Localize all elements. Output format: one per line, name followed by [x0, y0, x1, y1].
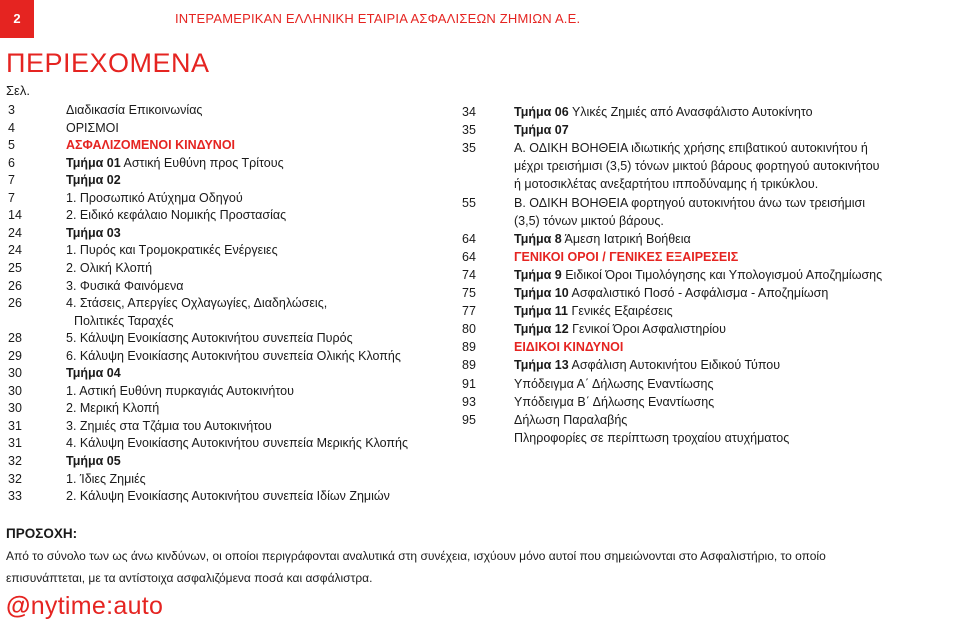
toc-entry-title — [66, 454, 121, 468]
toc-page-number: 93 — [462, 394, 476, 409]
toc-page-number: 7 — [8, 190, 15, 205]
toc-page-number: 26 — [8, 296, 22, 311]
toc-page-number: 29 — [8, 348, 22, 363]
company-header: ΙΝΤΕΡΑΜΕΡΙΚΑΝ ΕΛΛΗΝΙΚΗ ΕΤΑΙΡΙΑ ΑΣΦΑΛΙΣΕΩΝ ΖΗΜΙΩΝ Α.Ε. — [175, 11, 581, 26]
toc-entry-text: Ασφαλιστικό Ποσό - Ασφάλισμα - Αποζημίωση — [568, 286, 829, 300]
toc-entry-text: Διαδικασία Επικοινωνίας — [66, 103, 203, 117]
toc-entry-title — [514, 196, 865, 210]
toc-entry-text: 3. Φυσικά Φαινόμενα — [66, 278, 184, 293]
toc-page-number: 25 — [8, 260, 22, 275]
toc-entry-title — [514, 268, 882, 282]
toc-entry-text: Αστική Ευθύνη προς Τρίτους — [120, 155, 284, 170]
toc-page-number: 28 — [8, 331, 22, 346]
toc-page-number: 35 — [462, 141, 476, 156]
toc-page-number: 6 — [8, 155, 15, 170]
toc-entry-title — [66, 489, 390, 503]
toc-entry-title — [66, 121, 119, 135]
toc-page-number: 30 — [8, 401, 22, 416]
toc-page-number: 75 — [462, 286, 476, 300]
notice-heading: ΠΡΟΣΟΧΗ: — [6, 526, 78, 541]
toc-entry-title — [66, 401, 159, 415]
toc-page-number: 35 — [462, 123, 476, 138]
toc-page-number: 26 — [8, 278, 22, 293]
toc-entry-text: ΕΙΔΙΚΟΙ ΚΙΝΔΥΝΟΙ — [514, 340, 624, 355]
toc-section-label: Τμήμα 9 — [514, 267, 562, 282]
toc-entry-text: Ειδικοί Όροι Τιμολόγησης και Υπολογισμού Αποζημίωσης — [561, 267, 883, 282]
notice-line-2: επισυνάπτεται, με τα αντίστοιχα ασφαλιζόμενα ποσά και ασφάλιστρα. — [6, 571, 373, 585]
toc-section-label: Τμήμα 05 — [66, 454, 121, 468]
toc-page-number: 3 — [8, 103, 15, 117]
toc-entry-title — [66, 191, 243, 205]
toc-page-number: 30 — [8, 383, 22, 398]
toc-entry-title — [66, 103, 202, 117]
toc-entry-title — [66, 279, 183, 293]
toc-entry-title — [514, 431, 789, 445]
toc-entry-title — [514, 214, 664, 228]
toc-entry-text: Υπόδειγμα Α΄ Δήλωσης Εναντίωσης — [514, 376, 714, 391]
page-column-label: Σελ. — [6, 83, 30, 98]
toc-section-label: Τμήμα 13 — [514, 358, 569, 373]
toc-page-number: 32 — [8, 471, 22, 486]
toc-page-number: 64 — [462, 249, 476, 264]
toc-entry-text: Πληροφορίες σε περίπτωση τροχαίου ατυχήματος — [514, 430, 790, 445]
toc-entry-text: 3. Ζημιές στα Τζάμια του Αυτοκινήτου — [66, 418, 272, 433]
toc-page-number: 33 — [8, 489, 22, 504]
toc-entry-title — [514, 413, 627, 427]
toc-entry-text: Α. ΟΔΙΚΗ ΒΟΗΘΕΙΑ ιδιωτικής χρήσης επιβατικού αυτοκινήτου ή — [514, 141, 868, 156]
toc-entry-title — [514, 358, 780, 372]
toc-entry-title — [514, 177, 818, 191]
page-title: ΠΕΡΙΕΧΟΜΕΝΑ — [6, 48, 210, 78]
toc-section-label: Τμήμα 06 — [514, 105, 569, 119]
toc-entry-text: 5. Κάλυψη Ενοικίασης Αυτοκινήτου συνεπεία Πυρός — [66, 331, 353, 346]
toc-page-number: 24 — [8, 225, 22, 240]
toc-entry-text: ΓΕΝΙΚΟΙ ΟΡΟΙ / ΓΕΝΙΚΕΣ ΕΞΑΙΡΕΣΕΙΣ — [514, 249, 739, 264]
toc-entry-text: 4. Κάλυψη Ενοικίασης Αυτοκινήτου συνεπεία Μερικής Κλοπής — [66, 436, 409, 451]
toc-entry-title — [66, 296, 327, 310]
toc-entry-title — [66, 436, 408, 450]
toc-page-number: 89 — [462, 358, 476, 373]
toc-page-number: 34 — [462, 105, 476, 119]
toc-entry-text: Δήλωση Παραλαβής — [514, 412, 628, 427]
toc-entry-text: Άμεση Ιατρική Βοήθεια — [561, 231, 691, 246]
toc-entry-text: 2. Μερική Κλοπή — [66, 401, 160, 416]
toc-entry-title — [66, 419, 272, 433]
toc-section-label: Τμήμα 10 — [514, 286, 569, 300]
toc-page-number: 32 — [8, 454, 22, 468]
toc-section-label: Τμήμα 04 — [66, 366, 121, 381]
toc-page-number: 64 — [462, 231, 476, 246]
toc-entry-title — [66, 173, 121, 187]
toc-entry-text: 1. Προσωπικό Ατύχημα Οδηγού — [66, 190, 243, 205]
toc-section-label: Τμήμα 02 — [66, 173, 121, 188]
toc-entry-title — [66, 331, 353, 345]
toc-entry-title — [66, 138, 235, 152]
toc-entry-text: ΑΣΦΑΛΙΖΟΜΕΝΟΙ ΚΙΝΔΥΝΟΙ — [66, 138, 236, 153]
toc-section-label: Τμήμα 8 — [514, 231, 562, 246]
toc-entry-title — [66, 243, 278, 257]
toc-entry-title — [514, 105, 813, 119]
toc-entry-text: 1. Ίδιες Ζημιές — [66, 471, 146, 486]
toc-entry-text: ΟΡΙΣΜΟΙ — [66, 120, 119, 135]
notice-line-1: Από το σύνολο των ως άνω κινδύνων, οι οποίοι περιγράφονται αναλυτικά στη συνέχεια, ισχύουν μόνο αυτοί που σημειώνονται στο Ασφαλιστήριο, το οποίο — [6, 549, 826, 563]
toc-section-label: Τμήμα 07 — [514, 123, 569, 138]
toc-section-label: Τμήμα 12 — [514, 322, 569, 337]
toc-entry-title — [514, 340, 623, 354]
toc-entry-text: μέχρι τρεισήμισι (3,5) τόνων μικτού βάρους φορτηγού αυτοκινήτου — [514, 159, 880, 174]
toc-section-label: Τμήμα 03 — [66, 225, 121, 240]
toc-entry-text: Γενικές Εξαιρέσεις — [568, 304, 673, 319]
toc-entry-title — [66, 366, 121, 380]
toc-entry-title — [66, 472, 146, 486]
toc-entry-title — [66, 156, 284, 170]
toc-entry-title — [66, 384, 294, 398]
toc-entry-title — [514, 286, 828, 300]
toc-entry-title — [514, 159, 880, 173]
toc-entry-title — [66, 349, 401, 363]
toc-entry-title — [74, 314, 174, 328]
toc-page-number: 7 — [8, 173, 15, 188]
toc-page-number: 30 — [8, 366, 22, 381]
notice-text — [6, 545, 946, 589]
toc-page-number: 24 — [8, 243, 22, 258]
toc-page-number: 91 — [462, 376, 476, 391]
toc-entry-text: Ασφάλιση Αυτοκινήτου Ειδικού Τύπου — [568, 358, 781, 373]
toc-entry-text: Υλικές Ζημιές από Ανασφάλιστο Αυτοκίνητο — [568, 105, 813, 119]
toc-entry-title — [514, 232, 691, 246]
toc-entry-title — [514, 304, 673, 318]
anytime-auto-logo: @nytime:auto — [6, 592, 164, 620]
toc-entry-text: ή μοτοσικλέτας ανεξαρτήτου ιπποδύναμης ή τρικύκλου. — [514, 177, 819, 192]
toc-entry-title — [66, 261, 152, 275]
toc-entry-text: 2. Κάλυψη Ενοικίασης Αυτοκινήτου συνεπεία Ιδίων Ζημιών — [66, 489, 390, 504]
toc-entry-text: Υπόδειγμα Β΄ Δήλωσης Εναντίωσης — [514, 394, 715, 409]
toc-page-number: 14 — [8, 208, 22, 223]
toc-page-number: 5 — [8, 138, 15, 153]
toc-entry-text: Πολιτικές Ταραχές — [74, 313, 174, 328]
toc-section-label: Τμήμα 11 — [514, 304, 569, 319]
toc-page-number: 31 — [8, 418, 22, 433]
toc-entry-title — [514, 322, 726, 336]
toc-page-number: 80 — [462, 322, 476, 337]
toc-entry-text: 1. Πυρός και Τρομοκρατικές Ενέργειες — [66, 243, 278, 258]
toc-page-number: 89 — [462, 340, 476, 355]
toc-entry-title — [514, 377, 713, 391]
toc-entry-title — [514, 395, 714, 409]
toc-entry-text: 2. Ολική Κλοπή — [66, 260, 153, 275]
toc-entry-text: Β. ΟΔΙΚΗ ΒΟΗΘΕΙΑ φορτηγού αυτοκινήτου άνω των τρεισήμισι — [514, 195, 866, 210]
toc-entry-text: Γενικοί Όροι Ασφαλιστηρίου — [568, 322, 726, 337]
toc-entry-text: 6. Κάλυψη Ενοικίασης Αυτοκινήτου συνεπεία Ολικής Κλοπής — [66, 348, 401, 363]
toc-page-number: 31 — [8, 436, 22, 451]
toc-page-number: 4 — [8, 120, 15, 135]
toc-entry-title — [514, 123, 569, 137]
toc-page-number: 74 — [462, 267, 476, 282]
toc-entry-title — [514, 141, 868, 155]
toc-entry-text: 1. Αστική Ευθύνη πυρκαγιάς Αυτοκινήτου — [66, 383, 294, 398]
toc-page-number: 95 — [462, 412, 476, 427]
page-number-badge: 2 — [0, 0, 34, 38]
toc-page-number: 77 — [462, 304, 476, 319]
toc-section-label: Τμήμα 01 — [66, 155, 121, 170]
toc-entry-title — [66, 208, 286, 222]
toc-entry-title — [514, 250, 738, 264]
toc-page-number: 55 — [462, 195, 476, 210]
toc-entry-text: 4. Στάσεις, Απεργίες Οχλαγωγίες, Διαδηλώσεις, — [66, 296, 328, 311]
toc-entry-title — [66, 226, 121, 240]
toc-entry-text: 2. Ειδικό κεφάλαιο Νομικής Προστασίας — [66, 208, 287, 223]
toc-entry-text: (3,5) τόνων μικτού βάρους. — [514, 213, 664, 228]
